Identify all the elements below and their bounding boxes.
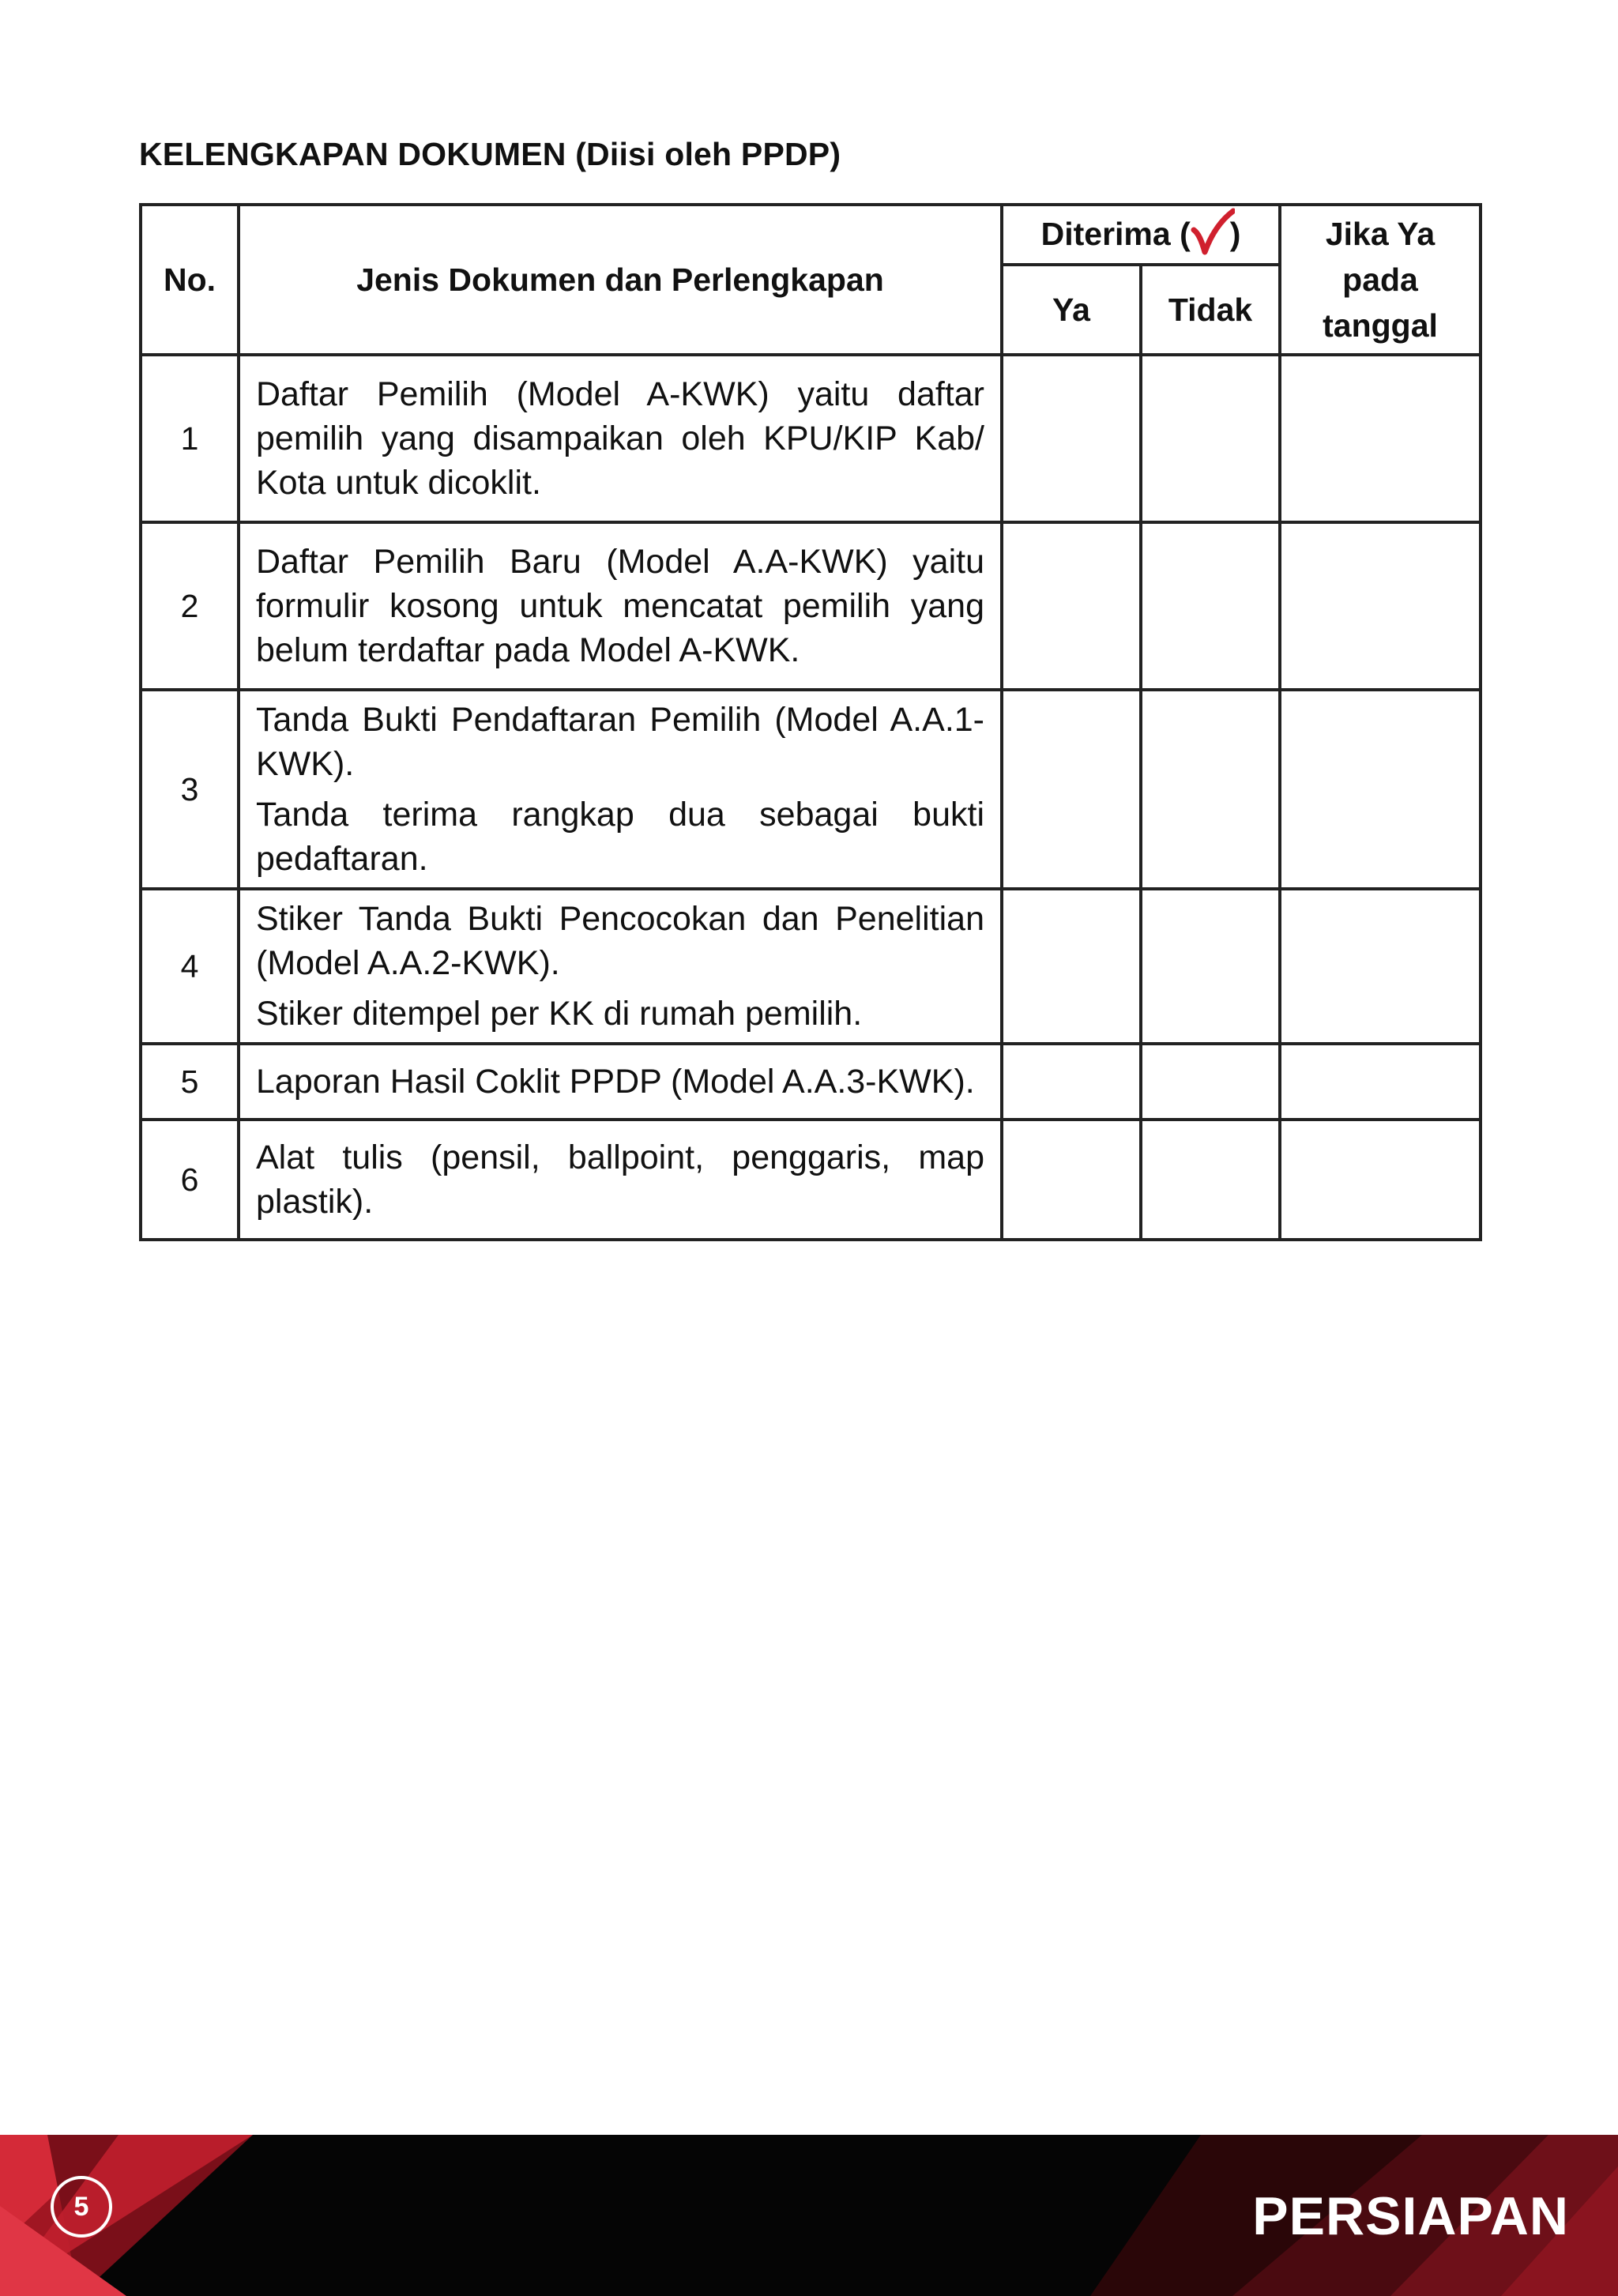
table-row — [141, 1120, 1481, 1240]
tanggal-cell[interactable] — [1280, 522, 1481, 690]
row-number: 2 — [141, 522, 239, 690]
page-heading: KELENGKAPAN DOKUMEN (Diisi oleh PPDP) — [139, 136, 841, 172]
tidak-cell[interactable] — [1141, 355, 1280, 522]
table-row — [141, 1044, 1481, 1120]
table-row — [141, 690, 1481, 889]
row-text: Stiker Tanda Bukti Pencocokan dan Penelitian (Model A.A.2-KWK). — [256, 900, 984, 982]
page-number: 5 — [51, 2176, 112, 2238]
row-number: 6 — [141, 1120, 239, 1240]
row-number: 4 — [141, 889, 239, 1044]
header-tidak: Tidak — [1141, 265, 1280, 355]
tidak-cell[interactable] — [1141, 889, 1280, 1044]
ya-cell[interactable] — [1002, 690, 1141, 889]
row-text: Alat tulis (pensil, ballpoint, penggaris, map plastik). — [256, 1139, 984, 1221]
row-number: 3 — [141, 690, 239, 889]
header-jenis-dokumen: Jenis Dokumen dan Perlengkapan — [239, 205, 1002, 355]
row-description — [239, 889, 1002, 1044]
header-diterima-close: ) — [1229, 215, 1241, 252]
row-description — [239, 522, 1002, 690]
row-text: Stiker ditempel per KK di rumah pemilih. — [256, 995, 863, 1033]
row-text: Daftar Pemilih (Model A-KWK) yaitu daftar pemilih yang disampaikan oleh KPU/KIP Kab/ Kota untuk dicoklit. — [256, 375, 984, 502]
ya-cell[interactable] — [1002, 889, 1141, 1044]
table-row — [141, 355, 1481, 522]
ya-cell[interactable] — [1002, 1120, 1141, 1240]
tidak-cell[interactable] — [1141, 522, 1280, 690]
tanggal-cell[interactable] — [1280, 889, 1481, 1044]
page-footer — [0, 2135, 1618, 2296]
tanggal-cell[interactable] — [1280, 1120, 1481, 1240]
row-text: Laporan Hasil Coklit PPDP (Model A.A.3-KWK). — [256, 1063, 975, 1101]
check-mark-icon — [1191, 214, 1230, 258]
header-diterima-label: Diterima ( — [1040, 215, 1191, 252]
header-no: No. — [141, 205, 239, 355]
row-number: 5 — [141, 1044, 239, 1120]
section-title: PERSIAPAN — [1252, 2186, 1569, 2246]
table-row — [141, 889, 1481, 1044]
table-row — [141, 522, 1481, 690]
row-description — [239, 690, 1002, 889]
header-ya: Ya — [1002, 265, 1141, 355]
tanggal-cell[interactable] — [1280, 355, 1481, 522]
header-diterima — [1002, 205, 1280, 265]
tidak-cell[interactable] — [1141, 1120, 1280, 1240]
header-jika-ya: Jika Ya pada tanggal — [1280, 205, 1481, 355]
ya-cell[interactable] — [1002, 1044, 1141, 1120]
tidak-cell[interactable] — [1141, 1044, 1280, 1120]
row-description — [239, 355, 1002, 522]
row-number: 1 — [141, 355, 239, 522]
row-text: Tanda Bukti Pendaftaran Pemilih (Model A.A.1-KWK). — [256, 701, 984, 783]
row-description — [239, 1044, 1002, 1120]
tidak-cell[interactable] — [1141, 690, 1280, 889]
row-text: Tanda terima rangkap dua sebagai bukti pedaftaran. — [256, 796, 984, 878]
tanggal-cell[interactable] — [1280, 690, 1481, 889]
row-text: Daftar Pemilih Baru (Model A.A-KWK) yaitu formulir kosong untuk mencatat pemilih yang belum terdaftar pada Model A-KWK. — [256, 543, 984, 669]
document-checklist-table — [139, 203, 1482, 1241]
tanggal-cell[interactable] — [1280, 1044, 1481, 1120]
ya-cell[interactable] — [1002, 355, 1141, 522]
row-description — [239, 1120, 1002, 1240]
ya-cell[interactable] — [1002, 522, 1141, 690]
